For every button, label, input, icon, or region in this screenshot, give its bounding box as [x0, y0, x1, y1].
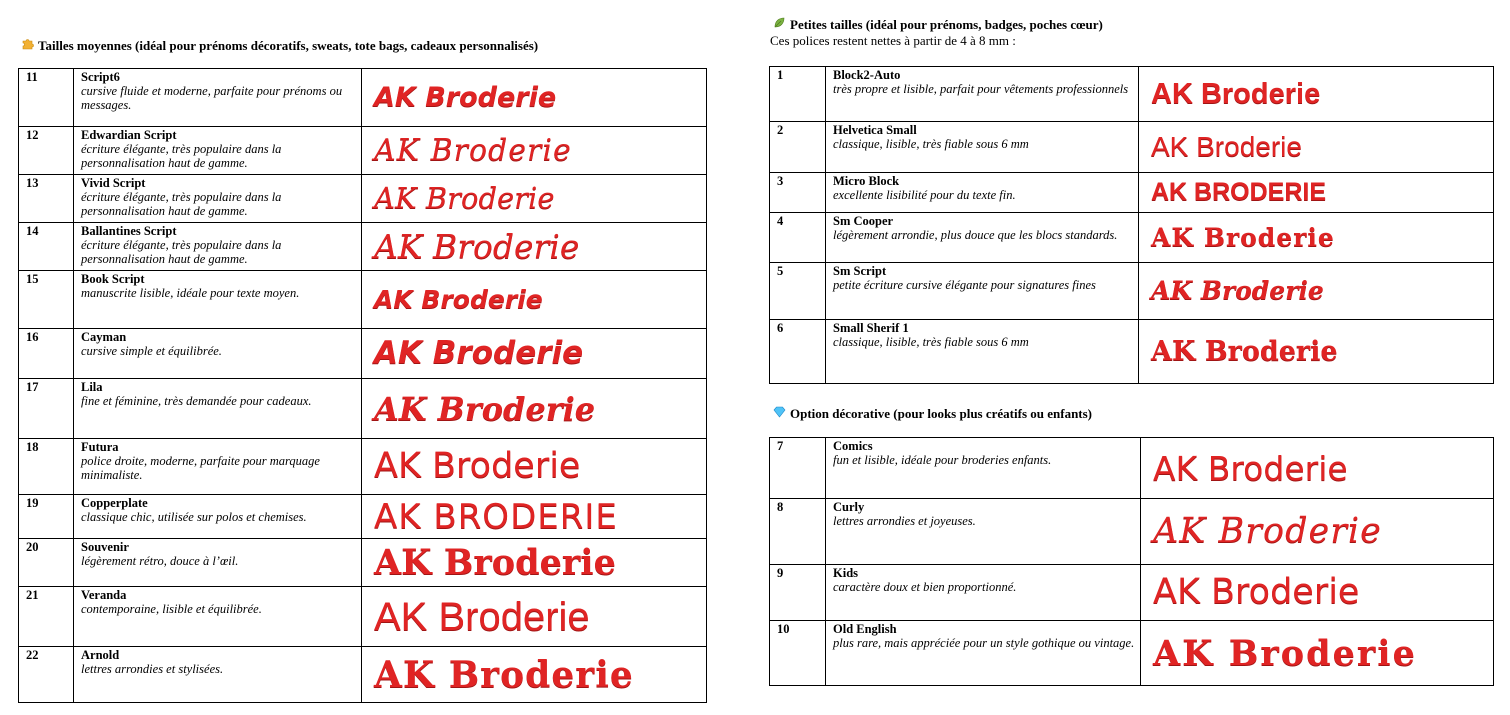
font-name: Sm Cooper	[833, 214, 894, 228]
font-name: Helvetica Small	[833, 123, 917, 137]
font-info-cell	[74, 69, 362, 127]
font-name: Souvenir	[81, 540, 129, 554]
font-info-cell	[74, 587, 362, 647]
table-row	[770, 320, 1494, 384]
table-row	[19, 69, 707, 127]
font-sample-text: AK Broderie	[374, 132, 572, 168]
table-row	[19, 175, 707, 223]
font-info-cell	[74, 223, 362, 271]
font-sample-text: AK Broderie	[374, 542, 616, 583]
font-description: fine et féminine, très demandée pour cadeaux.	[81, 394, 312, 408]
font-sample-text: AK Broderie	[1153, 572, 1360, 612]
row-number: 2	[770, 122, 826, 173]
font-info-cell	[74, 127, 362, 175]
font-sample-text: AK Broderie	[374, 181, 555, 215]
font-name: Old English	[833, 622, 897, 636]
font-sample-text: AK Broderie	[1151, 222, 1335, 252]
font-name: Ballantines Script	[81, 224, 177, 238]
row-number: 8	[770, 499, 826, 565]
font-name: Cayman	[81, 330, 127, 344]
font-sample-cell	[1139, 320, 1494, 384]
font-sample-text: AK Broderie	[374, 82, 557, 113]
font-sample-cell	[1139, 213, 1494, 263]
font-name: Kids	[833, 566, 859, 580]
font-info-cell	[826, 173, 1139, 213]
row-number: 14	[19, 223, 74, 271]
font-info-cell	[826, 213, 1139, 263]
font-info-cell	[826, 565, 1141, 621]
row-number: 15	[19, 271, 74, 329]
font-info-cell	[74, 329, 362, 379]
font-sample-text: AK Broderie	[374, 446, 581, 486]
font-sample-text: AK Broderie	[1153, 511, 1382, 551]
row-number: 19	[19, 495, 74, 539]
table-row	[19, 587, 707, 647]
font-description: excellente lisibilité pour du texte fin.	[833, 188, 1016, 202]
left-section-title	[20, 37, 538, 53]
table-row	[19, 495, 707, 539]
table-row	[770, 565, 1494, 621]
font-name: Micro Block	[833, 174, 900, 188]
table-row	[770, 438, 1494, 499]
font-sample-text: AK Broderie	[374, 653, 634, 696]
font-info-cell	[74, 439, 362, 495]
font-description: manuscrite lisible, idéale pour texte moyen.	[81, 286, 300, 300]
font-sample-cell	[362, 379, 707, 439]
font-info-cell	[74, 495, 362, 539]
font-info-cell	[826, 438, 1141, 499]
row-number: 11	[19, 69, 74, 127]
font-info-cell	[826, 122, 1139, 173]
small-font-table	[769, 66, 1494, 384]
font-sample-cell	[362, 539, 707, 587]
font-sample-text: AK Broderie	[1151, 336, 1338, 367]
font-name: Copperplate	[81, 496, 148, 510]
font-sample-cell	[1139, 67, 1494, 122]
font-name: Vivid Script	[81, 176, 146, 190]
right-top-section-title	[772, 16, 1103, 32]
font-sample-cell	[1141, 499, 1494, 565]
font-sample-text: AK Broderie	[374, 227, 580, 266]
font-sample-text: AK Broderie	[374, 284, 543, 314]
font-name: Comics	[833, 439, 873, 453]
row-number: 4	[770, 213, 826, 263]
font-sample-cell	[362, 271, 707, 329]
font-name: Veranda	[81, 588, 127, 602]
diamond-icon	[772, 405, 786, 421]
font-name: Sm Script	[833, 264, 887, 278]
table-row	[770, 122, 1494, 173]
row-number: 5	[770, 263, 826, 320]
font-description: écriture élégante, très populaire dans la personnalisation haut de gamme.	[81, 142, 282, 170]
font-name: Curly	[833, 500, 865, 514]
font-description: contemporaine, lisible et équilibrée.	[81, 602, 262, 616]
row-number: 1	[770, 67, 826, 122]
table-row	[770, 173, 1494, 213]
font-sample-text: AK BRODERIE	[374, 496, 618, 537]
font-description: écriture élégante, très populaire dans la personnalisation haut de gamme.	[81, 238, 282, 266]
font-name: Lila	[81, 380, 103, 394]
table-row	[19, 439, 707, 495]
table-row	[19, 223, 707, 271]
font-sample-text: AK Broderie	[1151, 276, 1324, 305]
table-row	[770, 621, 1494, 686]
font-info-cell	[74, 379, 362, 439]
font-description: cursive simple et équilibrée.	[81, 344, 222, 358]
font-sample-cell	[1141, 621, 1494, 686]
font-info-cell	[826, 263, 1139, 320]
font-sample-cell	[1141, 438, 1494, 499]
table-row	[19, 329, 707, 379]
font-sample-text: AK Broderie	[374, 335, 584, 371]
font-description: lettres arrondies et stylisées.	[81, 662, 224, 676]
row-number: 17	[19, 379, 74, 439]
font-description: légèrement arrondie, plus douce que les blocs standards.	[833, 228, 1118, 242]
font-description: classique chic, utilisée sur polos et chemises.	[81, 510, 307, 524]
font-description: lettres arrondies et joyeuses.	[833, 514, 976, 528]
font-name: Small Sherif 1	[833, 321, 909, 335]
font-sample-cell	[362, 439, 707, 495]
font-description: plus rare, mais appréciée pour un style gothique ou vintage.	[833, 636, 1135, 650]
table-row	[770, 263, 1494, 320]
font-sample-cell	[362, 495, 707, 539]
font-description: écriture élégante, très populaire dans la personnalisation haut de gamme.	[81, 190, 282, 218]
row-number: 9	[770, 565, 826, 621]
right-bottom-section-title-text: Option décorative (pour looks plus créatifs ou enfants)	[790, 406, 1093, 421]
font-description: très propre et lisible, parfait pour vêtements professionnels	[833, 82, 1129, 96]
row-number: 12	[19, 127, 74, 175]
font-description: classique, lisible, très fiable sous 6 mm	[833, 335, 1029, 349]
table-row	[19, 539, 707, 587]
font-sample-cell	[362, 223, 707, 271]
font-sample-text: AK Broderie	[1153, 632, 1417, 674]
font-description: classique, lisible, très fiable sous 6 mm	[833, 137, 1029, 151]
decorative-font-table	[769, 437, 1494, 686]
font-sample-cell	[362, 175, 707, 223]
row-number: 21	[19, 587, 74, 647]
left-section-title-text: Tailles moyennes (idéal pour prénoms décoratifs, sweats, tote bags, cadeaux personnalisés)	[38, 38, 539, 53]
font-sample-text: AK Broderie	[1151, 77, 1321, 110]
table-row	[770, 213, 1494, 263]
table-row	[19, 647, 707, 703]
font-sample-text: AK Broderie	[374, 389, 596, 428]
row-number: 22	[19, 647, 74, 703]
right-bottom-section-title	[772, 405, 1092, 421]
font-info-cell	[74, 175, 362, 223]
font-name: Arnold	[81, 648, 120, 662]
font-description: légèrement rétro, douce à l’œil.	[81, 554, 239, 568]
table-row	[19, 127, 707, 175]
font-description: police droite, moderne, parfaite pour marquage minimaliste.	[81, 454, 320, 482]
table-row	[19, 271, 707, 329]
right-top-section-subtitle: Ces polices restent nettes à partir de 4 à 8 mm :	[770, 33, 1016, 48]
row-number: 10	[770, 621, 826, 686]
table-row	[19, 379, 707, 439]
font-info-cell	[826, 499, 1141, 565]
font-sample-cell	[362, 647, 707, 703]
row-number: 16	[19, 329, 74, 379]
font-name: Futura	[81, 440, 119, 454]
font-sample-text: AK Broderie	[1151, 131, 1302, 162]
font-sample-text: AK Broderie	[1153, 448, 1348, 488]
font-description: fun et lisible, idéale pour broderies enfants.	[833, 453, 1052, 467]
font-description: petite écriture cursive élégante pour signatures fines	[833, 278, 1096, 292]
row-number: 3	[770, 173, 826, 213]
font-name: Block2-Auto	[833, 68, 901, 82]
font-info-cell	[826, 320, 1139, 384]
puzzle-icon	[20, 37, 34, 53]
leaf-icon	[772, 16, 786, 32]
row-number: 13	[19, 175, 74, 223]
font-name: Script6	[81, 70, 120, 84]
font-name: Edwardian Script	[81, 128, 177, 142]
font-info-cell	[74, 271, 362, 329]
font-sample-text: AK Broderie	[374, 594, 590, 639]
font-info-cell	[826, 67, 1139, 122]
font-sample-text: AK BRODERIE	[1151, 178, 1327, 206]
row-number: 18	[19, 439, 74, 495]
row-number: 6	[770, 320, 826, 384]
row-number: 20	[19, 539, 74, 587]
font-info-cell	[74, 539, 362, 587]
font-sample-cell	[1141, 565, 1494, 621]
table-row	[770, 499, 1494, 565]
font-info-cell	[74, 647, 362, 703]
font-description: cursive fluide et moderne, parfaite pour prénoms ou messages.	[81, 84, 343, 112]
font-sample-cell	[362, 127, 707, 175]
font-sample-cell	[362, 587, 707, 647]
font-sample-cell	[362, 329, 707, 379]
font-sample-cell	[1139, 173, 1494, 213]
font-description: caractère doux et bien proportionné.	[833, 580, 1017, 594]
table-row	[770, 67, 1494, 122]
font-name: Book Script	[81, 272, 145, 286]
font-sample-cell	[1139, 263, 1494, 320]
font-info-cell	[826, 621, 1141, 686]
left-font-table	[18, 68, 707, 703]
right-top-section-title-text: Petites tailles (idéal pour prénoms, badges, poches cœur)	[790, 17, 1103, 32]
font-sample-cell	[1139, 122, 1494, 173]
font-sample-cell	[362, 69, 707, 127]
row-number: 7	[770, 438, 826, 499]
